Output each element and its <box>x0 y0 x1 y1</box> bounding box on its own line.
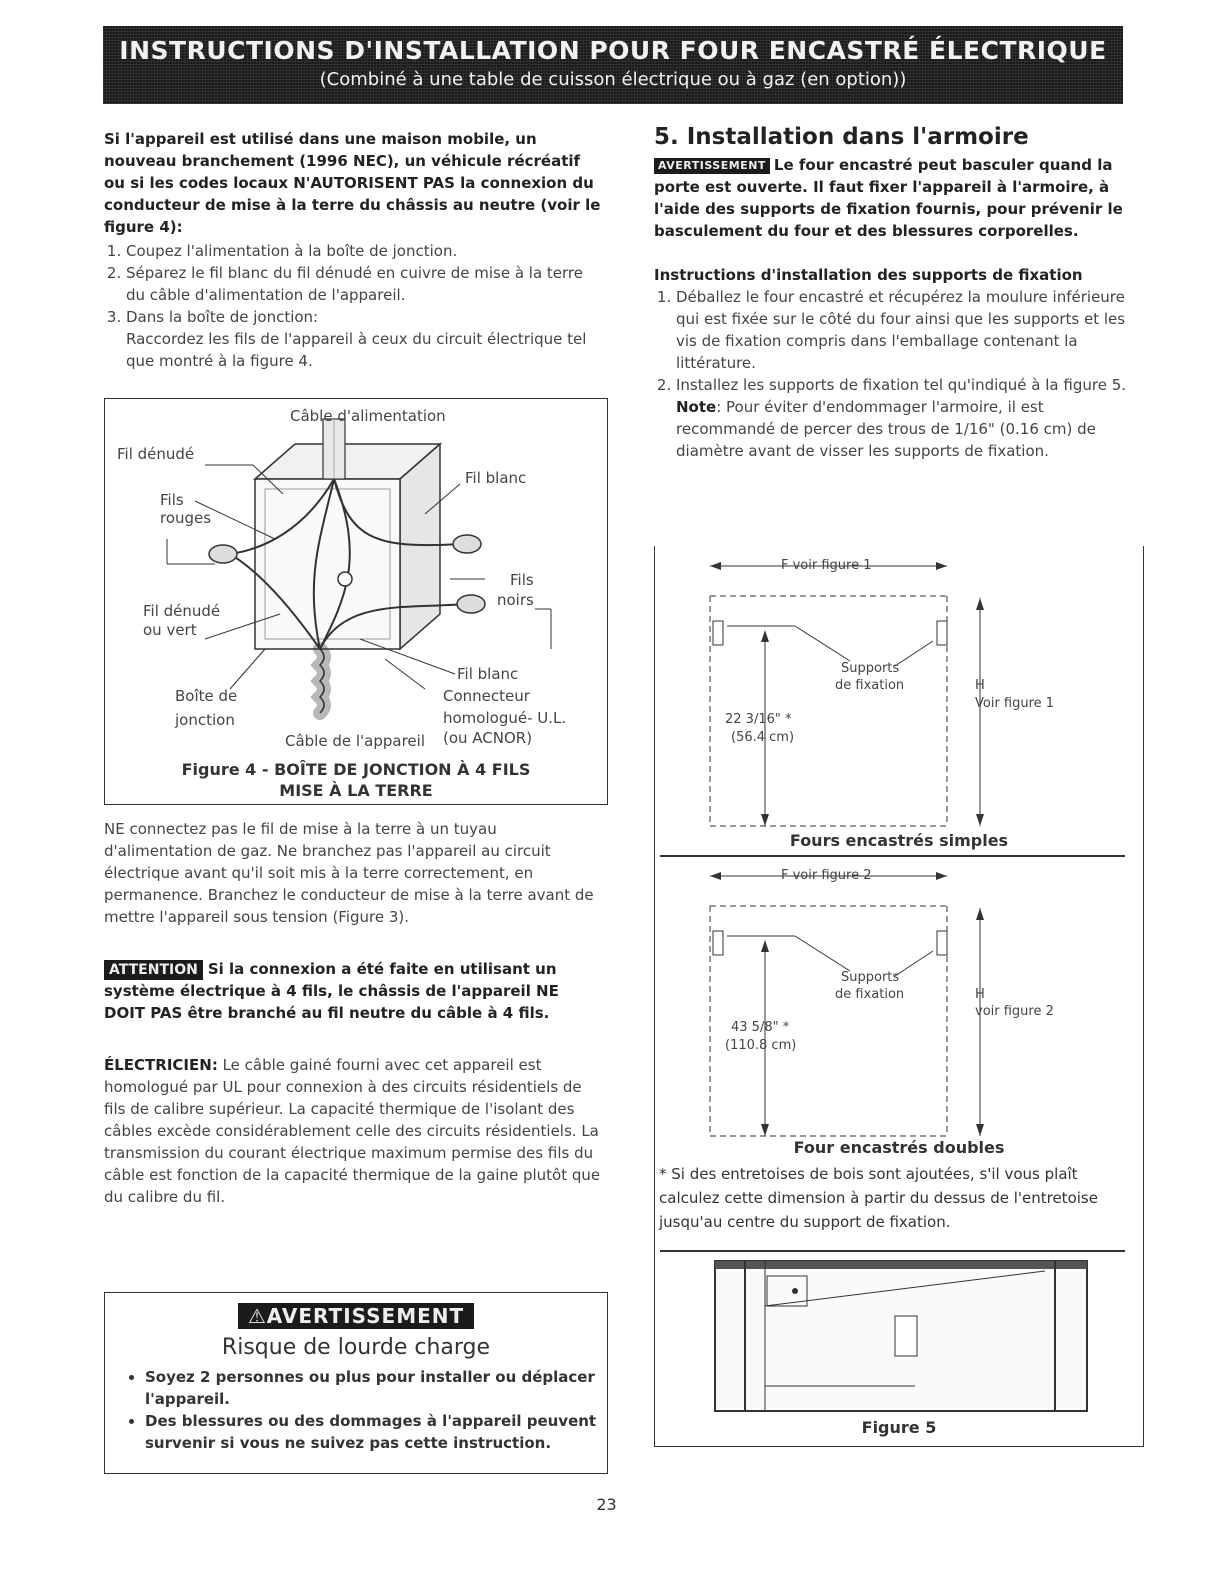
label-fil-denude-vert-2: ou vert <box>143 621 197 639</box>
right-warning-badge: AVERTISSEMENT <box>654 158 770 174</box>
attention-badge: ATTENTION <box>104 960 203 980</box>
double-f-label: F voir figure 2 <box>781 868 872 883</box>
footnote: * Si des entretoises de bois sont ajoutées, s'il vous plaît calculez cette dimension à partir du dessus de l'entretoise jusqu'au centre du support de fixation. <box>659 1165 1098 1231</box>
bracket-step-2-text: Installez les supports de fixation tel qu'indiqué à la figure 5. <box>676 376 1127 394</box>
label-cable-alimentation: Câble d'alimentation <box>290 407 446 425</box>
step-3-extra: Raccordez les fils de l'appareil à ceux du circuit électrique tel que montré à la figure 4. <box>126 330 587 370</box>
single-supports: Supports <box>841 661 900 676</box>
step-1: 1. Coupez l'alimentation à la boîte de jonction. <box>126 240 604 262</box>
single-caption: Fours encastrés simples <box>789 831 1009 850</box>
label-connecteur-2: homologué- U.L. <box>443 709 567 727</box>
label-fils-noirs-2: noirs <box>497 591 534 609</box>
label-connecteur-1: Connecteur <box>443 687 530 705</box>
note-text: : Pour éviter d'endommager l'armoire, il est recommandé de percer des trous de 1/16" (0.16 cm) de diamètre avant de visser les supports de fixation. <box>676 398 1096 460</box>
bracket-steps <box>654 286 1142 462</box>
note-label: Note <box>676 398 717 416</box>
single-dim-cm: (56.4 cm) <box>731 730 795 745</box>
warning-bullet-1: • Soyez 2 personnes ou plus pour installer ou déplacer l'appareil. <box>145 1366 607 1410</box>
label-fil-denude: Fil dénudé <box>117 445 195 463</box>
label-boite-1: Boîte de <box>175 687 238 705</box>
single-h-ref: Voir figure 1 <box>975 696 1055 711</box>
label-fils-noirs-1: Fils <box>510 571 534 589</box>
warning-bullet-2: • Des blessures ou des dommages à l'appareil peuvent survenir si vous ne suivez pas cette instruction. <box>145 1410 607 1454</box>
warning-triangle-icon: ⚠ <box>247 1304 267 1328</box>
right-column <box>654 124 1142 462</box>
sub-heading: Instructions d'installation des supports de fixation <box>654 266 1083 284</box>
step-3 <box>126 306 604 372</box>
left-column <box>104 128 604 372</box>
label-connecteur-3: (ou ACNOR) <box>443 729 533 747</box>
single-dim: 22 3/16" * <box>725 712 792 727</box>
page-number: 23 <box>596 1495 617 1514</box>
step-2: 2. Séparez le fil blanc du fil dénudé en cuivre de mise à la terre du câble d'alimentation de l'appareil. <box>126 262 604 306</box>
attention-paragraph <box>104 958 604 1024</box>
double-h: H <box>975 987 985 1002</box>
double-de-fixation: de fixation <box>835 987 905 1002</box>
figure-4-junction-box <box>104 398 608 805</box>
single-h: H <box>975 678 985 693</box>
label-boite-2: jonction <box>175 711 235 729</box>
label-fil-blanc-bottom: Fil blanc <box>457 665 519 683</box>
page-banner <box>103 26 1123 104</box>
figure-4-caption-1: Figure 4 - BOÎTE DE JONCTION À 4 FILS <box>181 760 531 779</box>
warning-badge <box>238 1303 474 1329</box>
figure-5-frame <box>654 546 1144 1447</box>
attention-text: Si la connexion a été faite en utilisant un système électrique à 4 fils, le châssis de l'appareil NE DOIT PAS être branché au fil neutre du câble à 4 fils. <box>104 960 559 1022</box>
single-de-fixation: de fixation <box>835 678 905 693</box>
mobile-home-intro: Si l'appareil est utilisé dans une maison mobile, un nouveau branchement (1996 NEC), un véhicule récréatif ou si les codes locaux N'AUTORISENT PAS la connexion du conducteur de mise à la terre du châssis au neutre (voir le figure 4): <box>104 130 601 236</box>
electricien-text: Le câble gainé fourni avec cet appareil est homologué par UL pour connexion à des circuits résidentiels de fils de calibre supérieur. La capacité thermique de l'isolant des câbles excède considérablement celle des circuits résidentiels. La transmission du courant électrique maximum permise des fils du câble est fonction de la capacité thermique de la gaine plutôt que du calibre du fil. <box>104 1056 601 1206</box>
single-oven-diagram <box>710 562 984 826</box>
label-fil-denude-vert-1: Fil dénudé <box>143 602 221 620</box>
section-heading: 5. Installation dans l'armoire <box>654 124 1029 150</box>
wire-nut-right-bottom <box>457 595 485 613</box>
left-column-lower <box>104 818 604 1208</box>
warning-title: Risque de lourde charge <box>221 1335 491 1360</box>
label-fil-blanc-top: Fil blanc <box>465 469 527 487</box>
bracket-step-1: 1. Déballez le four encastré et récupérez la moulure inférieure qui est fixée sur le côté du four ainsi que les supports et les vis de fixation compris dans l'emballage contenant la littérature. <box>676 286 1142 374</box>
disconnect-steps <box>104 240 604 372</box>
banner-subtitle: (Combiné à une table de cuisson électrique ou à gaz (en option)) <box>319 69 907 90</box>
right-warning-paragraph <box>654 154 1142 242</box>
double-dim: 43 5/8" * <box>731 1020 790 1035</box>
single-f-label: F voir figure 1 <box>781 558 872 573</box>
double-dim-cm: (110.8 cm) <box>725 1038 797 1053</box>
label-fils-rouges-1: Fils <box>160 491 184 509</box>
step-3-text: Dans la boîte de jonction: <box>126 308 319 326</box>
label-fils-rouges-2: rouges <box>160 509 212 527</box>
double-h-ref: voir figure 2 <box>975 1004 1054 1019</box>
label-cable-appareil: Câble de l'appareil <box>285 732 425 750</box>
bracket-step-2 <box>676 374 1142 462</box>
heavy-load-warning-box <box>104 1292 608 1474</box>
double-supports: Supports <box>841 970 900 985</box>
figure-5-caption: Figure 5 <box>861 1418 937 1437</box>
double-caption: Four encastrés doubles <box>793 1138 1005 1157</box>
double-oven-diagram <box>710 872 984 1136</box>
figure-5-drawing <box>715 1261 1087 1411</box>
figure-4-caption-2: MISE À LA TERRE <box>279 781 433 800</box>
electricien-label: ÉLECTRICIEN: <box>104 1056 218 1074</box>
wire-nut-left <box>209 545 237 563</box>
right-warning-text: Le four encastré peut basculer quand la porte est ouverte. Il faut fixer l'appareil à l'armoire, à l'aide des supports de fixation fournis, pour prévenir le basculement du four et des blessures corporelles. <box>654 156 1123 240</box>
warning-bullets <box>105 1366 607 1454</box>
electricien-paragraph <box>104 1054 604 1208</box>
wire-nut-right-top <box>453 535 481 553</box>
gas-pipe-paragraph: NE connectez pas le fil de mise à la terre à un tuyau d'alimentation de gaz. Ne branchez pas l'appareil au circuit électrique avant qu'il soit mis à la terre correctement, en permanence. Branchez le conducteur de mise à la terre avant de mettre l'appareil sous tension (Figure 3). <box>104 820 594 926</box>
banner-title: INSTRUCTIONS D'INSTALLATION POUR FOUR ENCASTRÉ ÉLECTRIQUE <box>119 36 1107 65</box>
warning-badge-text: AVERTISSEMENT <box>266 1304 465 1328</box>
